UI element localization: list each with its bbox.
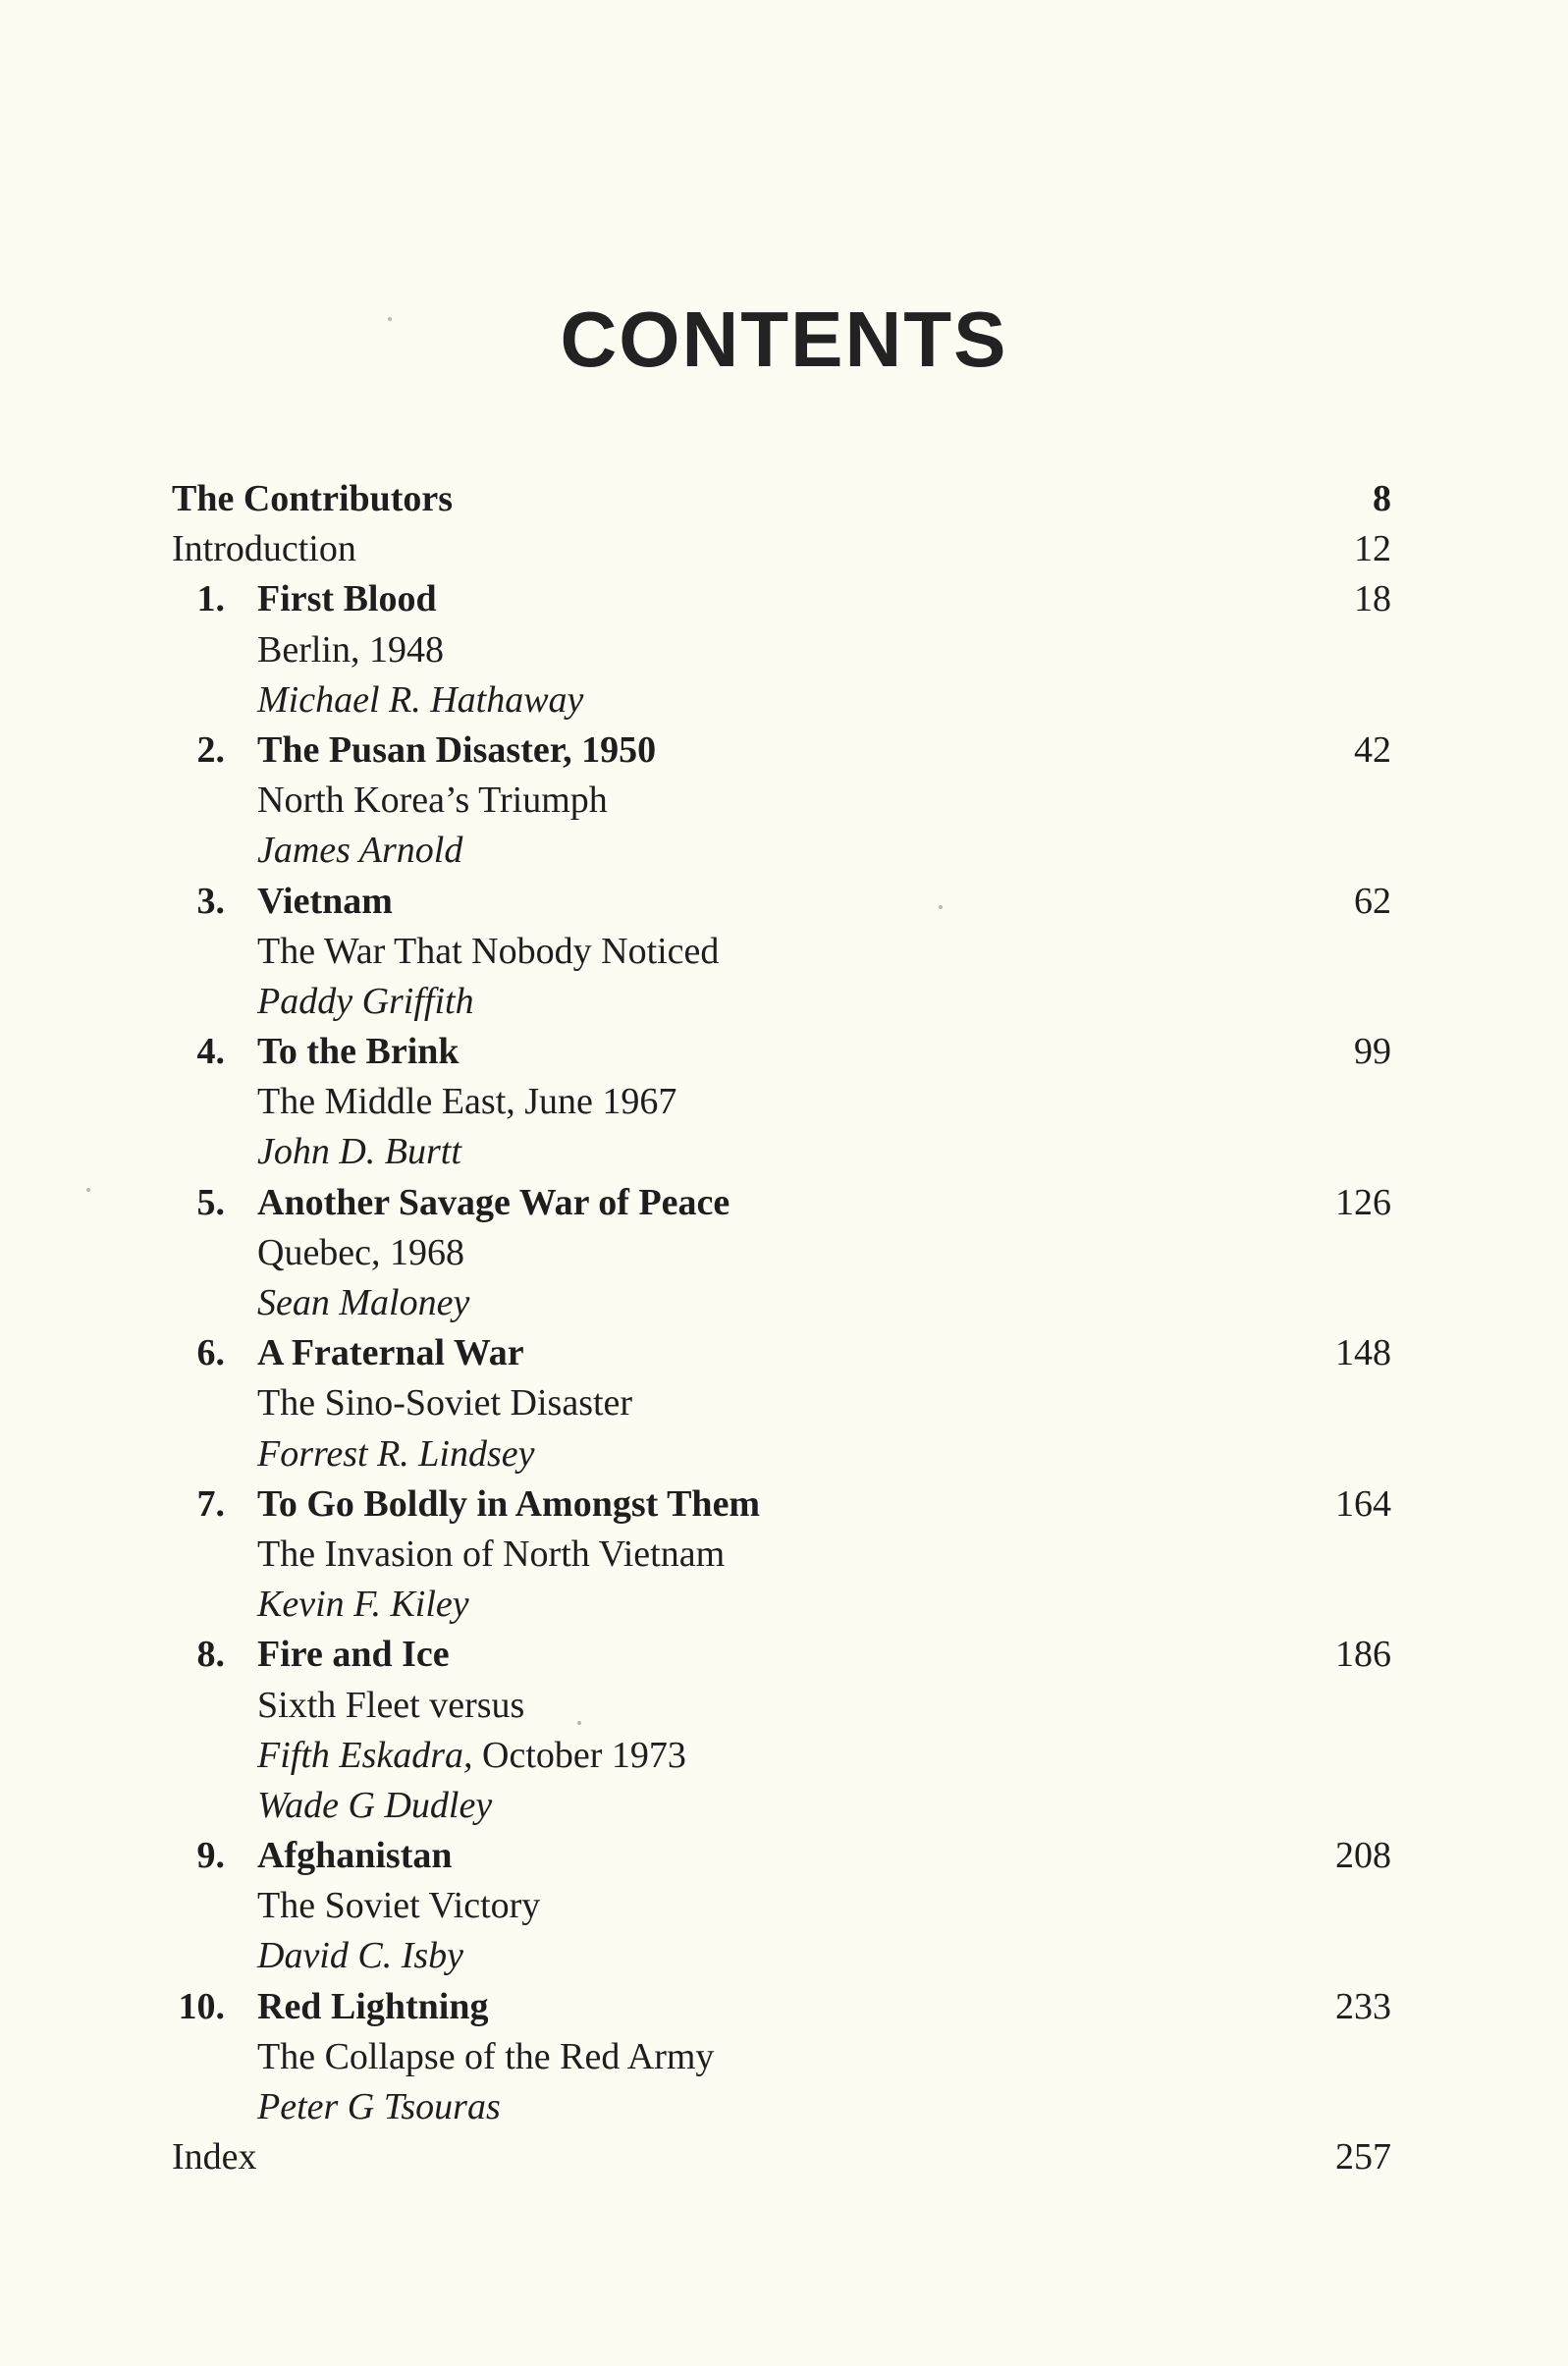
chapter-6-heading[interactable] — [0, 1328, 1568, 1378]
page-number: 8 — [1373, 478, 1391, 519]
page-number: 126 — [1335, 1181, 1391, 1223]
page-number: 186 — [1335, 1634, 1391, 1676]
chapter-number: 10. — [178, 1985, 225, 2027]
page-number: 99 — [1354, 1031, 1391, 1073]
paper-speck — [939, 905, 943, 909]
chapter-author: Forrest R. Lindsey — [257, 1432, 535, 1475]
chapter-1-heading[interactable] — [0, 574, 1568, 624]
chapter-title: First Blood — [257, 578, 437, 620]
chapter-number: 6. — [196, 1332, 225, 1374]
entry-title: The Contributors — [172, 478, 454, 519]
page-number: 208 — [1335, 1835, 1391, 1877]
chapter-4-heading[interactable] — [0, 1027, 1568, 1077]
chapter-number: 7. — [196, 1482, 225, 1525]
page-number: 12 — [1354, 528, 1391, 570]
page-number: 18 — [1354, 578, 1391, 620]
chapter-title: The Pusan Disaster, 1950 — [257, 728, 657, 771]
chapter-author: Peter G Tsouras — [257, 2086, 501, 2127]
chapter-number: 4. — [196, 1031, 225, 1073]
chapter-7-heading[interactable] — [0, 1479, 1568, 1530]
chapter-author: Kevin F. Kiley — [257, 1584, 469, 1626]
chapter-title: To Go Boldly in Amongst Them — [257, 1482, 761, 1525]
chapter-9-heading[interactable] — [0, 1831, 1568, 1881]
chapter-author: Wade G Dudley — [257, 1784, 493, 1826]
table-of-contents — [0, 474, 1568, 2182]
chapter-title: A Fraternal War — [257, 1332, 524, 1374]
toc-entry-contributors[interactable] — [0, 474, 1568, 524]
paper-speck — [86, 1188, 90, 1192]
chapter-author: Michael R. Hathaway — [257, 678, 584, 721]
paper-speck — [388, 317, 392, 321]
chapter-subtitle: The Invasion of North Vietnam — [257, 1533, 726, 1575]
chapter-subtitle: The Soviet Victory — [257, 1885, 541, 1927]
chapter-subtitle: North Korea’s Triumph — [257, 780, 608, 822]
chapter-title: Another Savage War of Peace — [257, 1181, 730, 1223]
chapter-author: Sean Maloney — [257, 1282, 470, 1323]
chapter-5-heading[interactable] — [0, 1178, 1568, 1228]
chapter-subtitle: The Collapse of the Red Army — [257, 2035, 715, 2077]
page-number: 148 — [1335, 1332, 1391, 1374]
chapter-title: Fire and Ice — [257, 1634, 450, 1676]
chapter-title: Red Lightning — [257, 1985, 489, 2027]
page-title: CONTENTS — [560, 296, 1008, 383]
page-number: 257 — [1335, 2136, 1391, 2178]
chapter-author: James Arnold — [257, 830, 463, 872]
chapter-subtitle: Berlin, 1948 — [257, 628, 444, 671]
chapter-subtitle: The War That Nobody Noticed — [257, 930, 720, 972]
chapter-number: 5. — [196, 1181, 225, 1223]
chapter-number: 3. — [196, 880, 225, 922]
page-number: 233 — [1335, 1985, 1391, 2027]
entry-title: Introduction — [172, 528, 356, 570]
chapter-author: David C. Isby — [257, 1935, 464, 1977]
chapter-number: 1. — [196, 578, 225, 620]
chapter-title: To the Brink — [257, 1031, 460, 1073]
chapter-subtitle: Sixth Fleet versus — [257, 1684, 525, 1726]
chapter-subtitle: The Sino-Soviet Disaster — [257, 1382, 633, 1425]
page-number: 62 — [1354, 880, 1391, 922]
chapter-author: Paddy Griffith — [257, 980, 474, 1022]
page-number: 42 — [1354, 728, 1391, 771]
paper-speck — [577, 1721, 581, 1725]
chapter-8-heading[interactable] — [0, 1630, 1568, 1680]
chapter-10-heading[interactable] — [0, 1982, 1568, 2032]
chapter-number: 9. — [196, 1835, 225, 1877]
toc-entry-index[interactable] — [0, 2132, 1568, 2182]
chapter-subtitle-line-2 — [257, 1731, 686, 1781]
toc-entry-introduction[interactable] — [0, 524, 1568, 574]
chapter-number: 2. — [196, 728, 225, 771]
chapter-2-heading[interactable] — [0, 726, 1568, 776]
chapter-author: John D. Burtt — [257, 1131, 461, 1173]
entry-title: Index — [172, 2136, 257, 2178]
chapter-title: Afghanistan — [257, 1835, 453, 1877]
chapter-subtitle: The Middle East, June 1967 — [257, 1081, 677, 1123]
ship-name: Fifth Eskadra, — [257, 1734, 473, 1776]
chapter-subtitle: Quebec, 1968 — [257, 1231, 465, 1273]
chapter-title: Vietnam — [257, 880, 393, 922]
chapter-number: 8. — [196, 1634, 225, 1676]
chapter-3-heading[interactable] — [0, 877, 1568, 927]
subtitle-date: October 1973 — [472, 1734, 686, 1776]
page-number: 164 — [1335, 1482, 1391, 1525]
